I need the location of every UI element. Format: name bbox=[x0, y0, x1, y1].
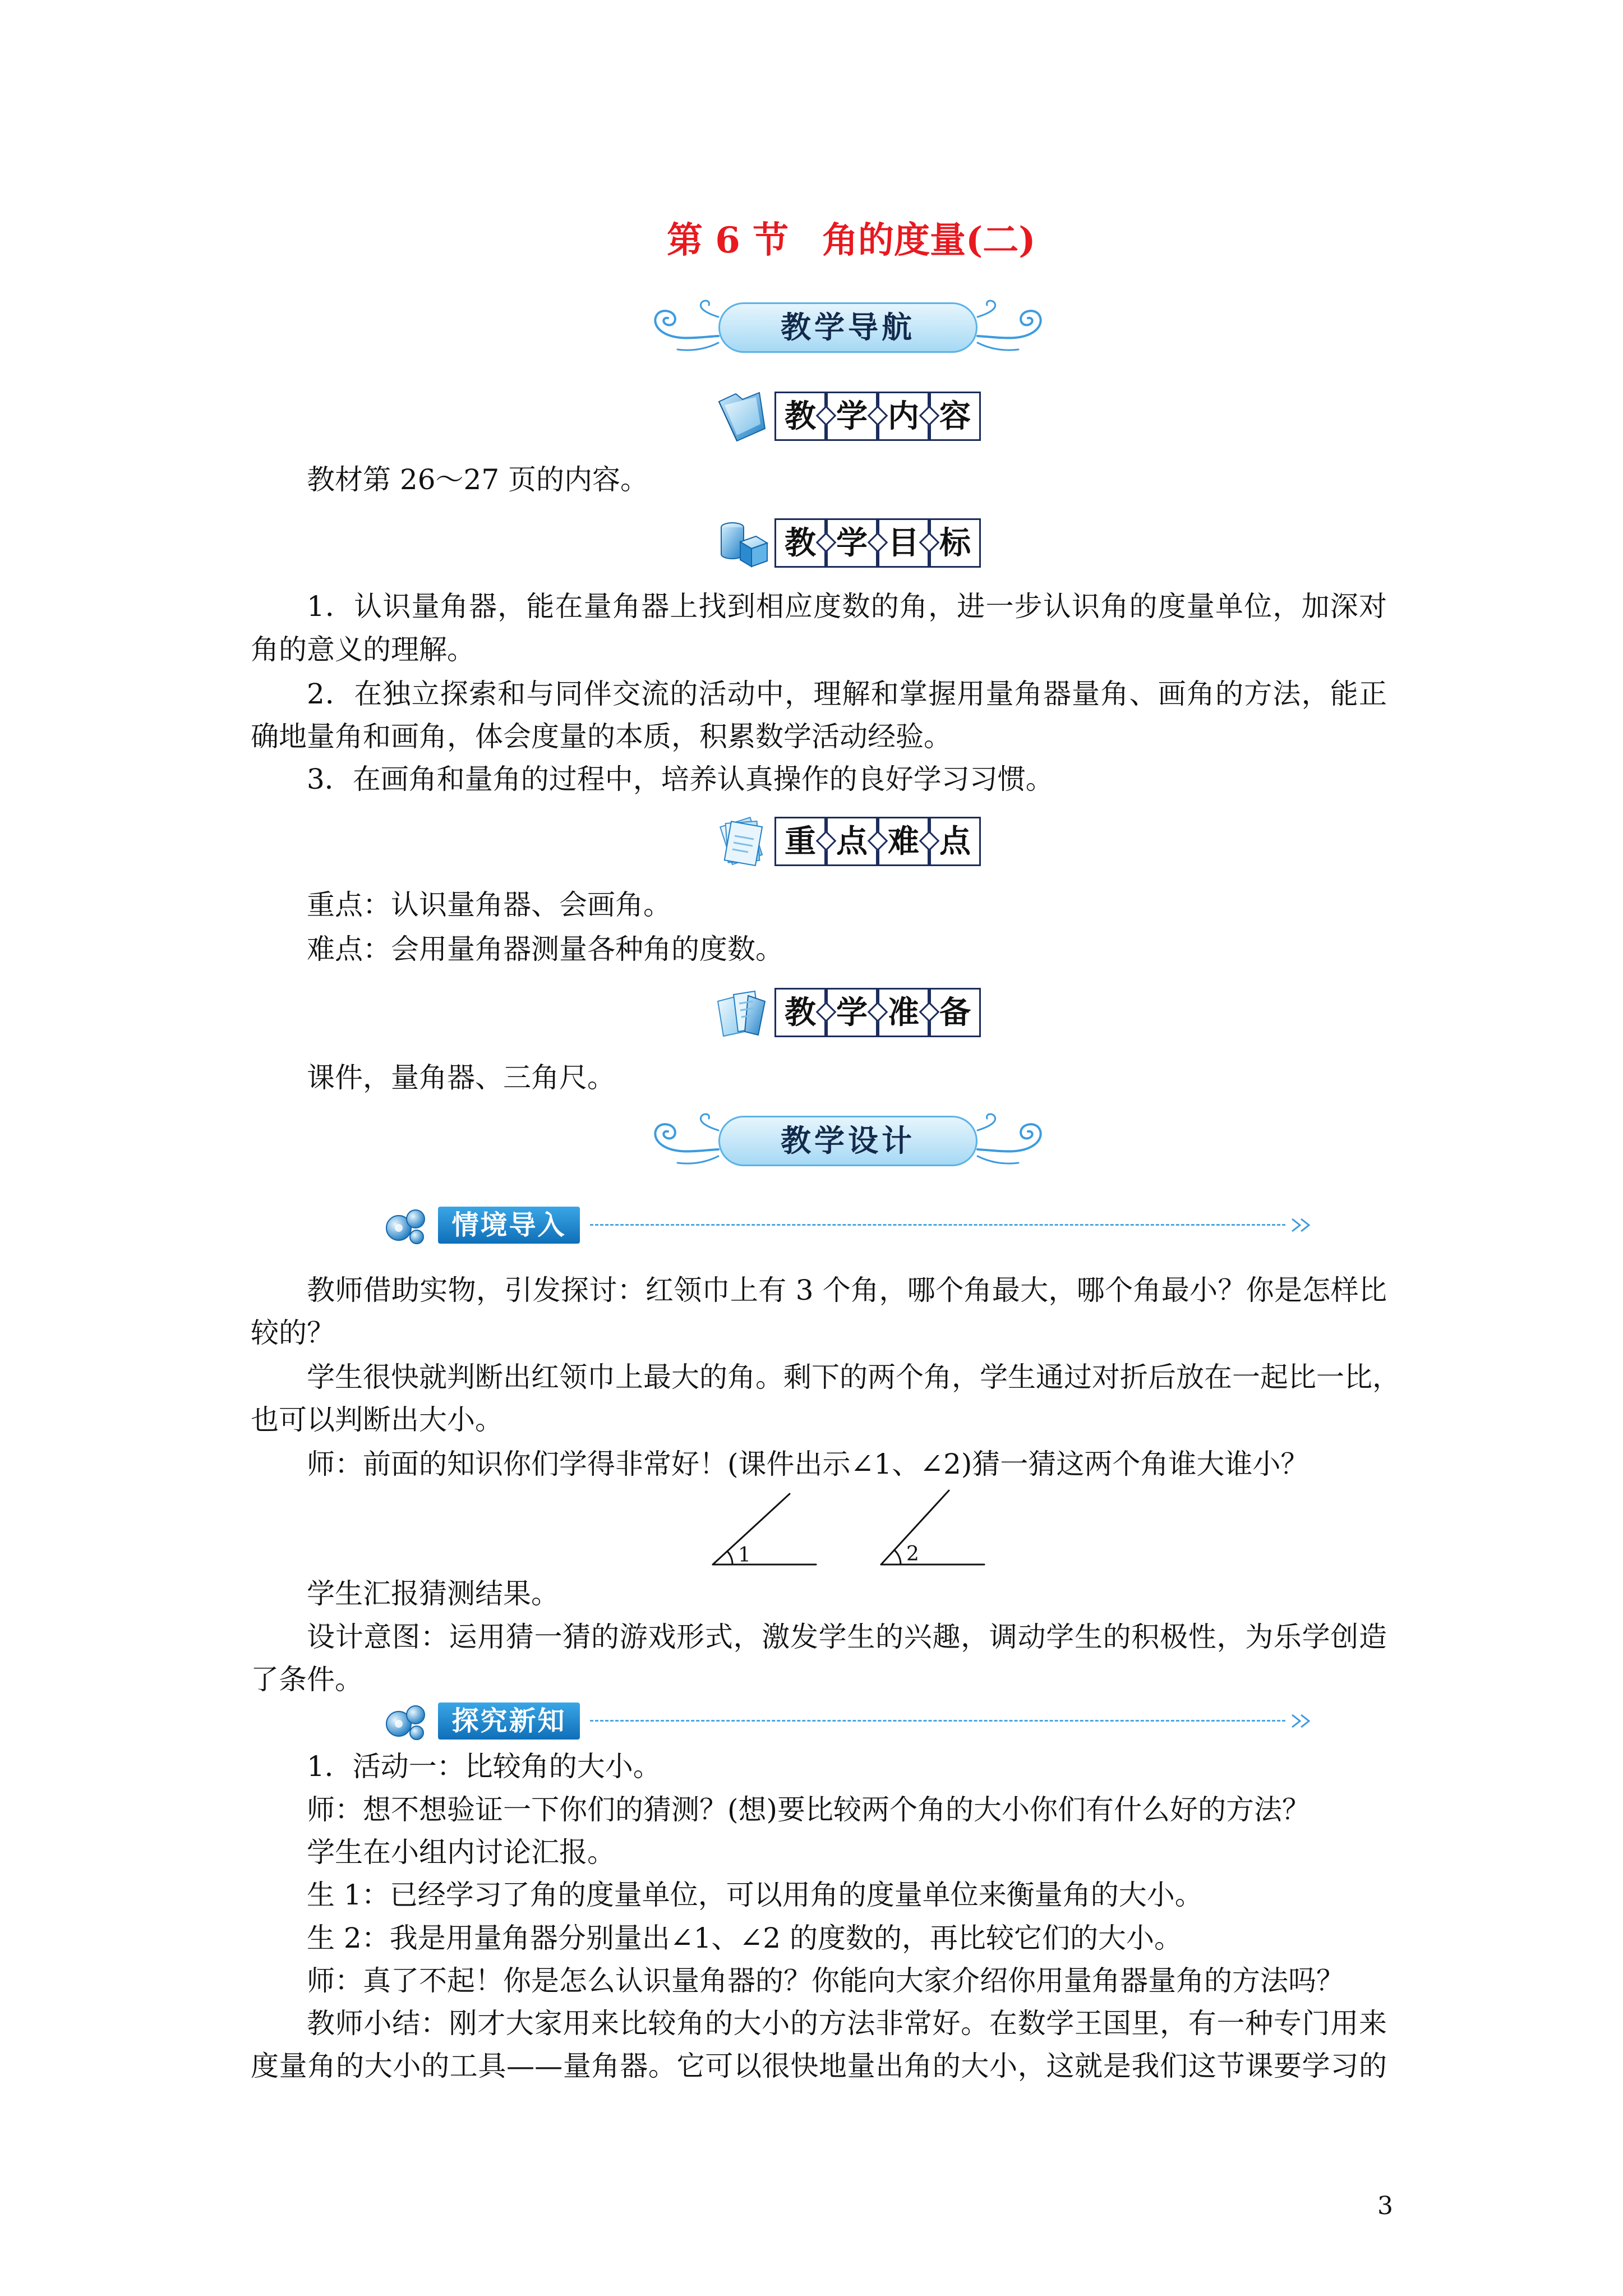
header-char: 教 bbox=[774, 988, 826, 1037]
gear-cluster-icon bbox=[381, 1696, 432, 1746]
difficult-point-text: 难点：会用量角器测量各种角的度数。 bbox=[307, 933, 783, 965]
paragraph-line: 度量角的大小的工具——量角器。它可以很快地量出角的大小，这就是我们这节课要学习的 bbox=[251, 2050, 1387, 2082]
dashed-divider bbox=[590, 1720, 1285, 1722]
header-char: 容 bbox=[929, 392, 981, 441]
documents-icon bbox=[713, 984, 770, 1041]
header-char: 学 bbox=[826, 988, 878, 1037]
angle-2-arc bbox=[895, 1550, 901, 1565]
paragraph-line: 1．活动一：比较角的大小。 bbox=[307, 1750, 661, 1783]
dashed-divider bbox=[590, 1224, 1285, 1226]
section-label: 探究新知 bbox=[438, 1703, 580, 1740]
header-char: 标 bbox=[929, 518, 981, 568]
goal-line: 确地量角和画角，体会度量的本质，积累数学活动经验。 bbox=[251, 720, 952, 753]
paragraph-line: 生 2：我是用量角器分别量出∠1、∠2 的度数的，再比较它们的大小。 bbox=[307, 1922, 1183, 1954]
header-char: 点 bbox=[826, 817, 878, 866]
paragraph-line: 学生汇报猜测结果。 bbox=[307, 1577, 559, 1610]
paragraph-line: 师：真了不起！你是怎么认识量角器的？你能向大家介绍你用量角器量角的方法吗？ bbox=[307, 1964, 1344, 1997]
paragraph-line: 较的？ bbox=[251, 1317, 335, 1349]
header-char: 准 bbox=[878, 988, 929, 1037]
paragraph-line: 教师小结：刚才大家用来比较角的大小的方法非常好。在数学王国里，有一种专门用来 bbox=[307, 2007, 1387, 2040]
goal-line: 2．在独立探索和与同伴交流的活动中，理解和掌握用量角器量角、画角的方法，能正 bbox=[307, 678, 1387, 710]
header-char: 重 bbox=[774, 817, 826, 866]
header-char: 内 bbox=[878, 392, 929, 441]
goal-line: 3．在画角和量角的过程中，培养认真操作的良好学习习惯。 bbox=[307, 763, 1054, 795]
banner-teaching-navigation bbox=[645, 297, 1051, 358]
preparation-text: 课件，量角器、三角尺。 bbox=[307, 1061, 615, 1094]
paragraph-line: 也可以判断出大小。 bbox=[251, 1404, 503, 1436]
header-boxes bbox=[774, 988, 981, 1037]
paragraph-line: 了条件。 bbox=[251, 1663, 363, 1696]
page-title: 角的度量(二) bbox=[822, 219, 1036, 261]
double-chevron-icon bbox=[1290, 1713, 1315, 1729]
angle-1-label: 1 bbox=[738, 1544, 751, 1567]
page-number: 3 bbox=[1377, 2192, 1393, 2220]
header-teaching-content bbox=[713, 388, 988, 444]
folder-icon bbox=[713, 388, 770, 444]
section-label: 情境导入 bbox=[438, 1207, 580, 1244]
paragraph-line: 师：前面的知识你们学得非常好！(课件出示∠1、∠2)猜一猜这两个角谁大谁小？ bbox=[307, 1448, 1309, 1480]
angle-1-arc bbox=[727, 1551, 732, 1565]
header-char: 教 bbox=[774, 518, 826, 568]
gear-cluster-icon bbox=[381, 1200, 432, 1250]
header-char: 备 bbox=[929, 988, 981, 1037]
header-char: 点 bbox=[929, 817, 981, 866]
header-char: 教 bbox=[774, 392, 826, 441]
goal-line: 角的意义的理解。 bbox=[251, 633, 475, 666]
section-number: 第 6 节 bbox=[667, 219, 789, 261]
teaching-content-text: 教材第 26～27 页的内容。 bbox=[307, 463, 649, 496]
header-boxes bbox=[774, 392, 981, 441]
papers-icon bbox=[713, 813, 770, 869]
goal-line: 1．认识量角器，能在量角器上找到相应度数的角，进一步认识角的度量单位，加深对 bbox=[307, 590, 1387, 623]
header-char: 学 bbox=[826, 392, 878, 441]
double-chevron-icon bbox=[1290, 1217, 1315, 1234]
banner-label: 教学设计 bbox=[718, 1116, 978, 1166]
paragraph-line: 生 1：已经学习了角的度量单位，可以用角的度量单位来衡量角的大小。 bbox=[307, 1879, 1203, 1911]
header-key-points bbox=[713, 813, 988, 869]
paragraph-line: 教师借助实物，引发探讨：红领巾上有 3 个角，哪个角最大，哪个角最小？你是怎样比 bbox=[307, 1274, 1387, 1306]
angle-2-label: 2 bbox=[906, 1543, 919, 1566]
section-bar-explore bbox=[381, 1696, 1323, 1746]
header-teaching-preparation bbox=[713, 984, 988, 1041]
paragraph-line: 学生很快就判断出红领巾上最大的角。剩下的两个角，学生通过对折后放在一起比一比， bbox=[307, 1361, 1400, 1393]
paragraph-line: 师：想不想验证一下你们的猜测？(想)要比较两个角的大小你们有什么好的方法？ bbox=[307, 1793, 1311, 1826]
key-point-text: 重点：认识量角器、会画角。 bbox=[307, 889, 671, 921]
shapes-icon bbox=[713, 515, 770, 571]
header-char: 难 bbox=[878, 817, 929, 866]
paragraph-line: 设计意图：运用猜一猜的游戏形式，激发学生的兴趣，调动学生的积极性，为乐学创造 bbox=[307, 1621, 1387, 1653]
header-char: 学 bbox=[826, 518, 878, 568]
banner-label: 教学导航 bbox=[718, 302, 978, 353]
angle-1-ray bbox=[713, 1494, 790, 1565]
header-boxes bbox=[774, 817, 981, 866]
paragraph-line: 学生在小组内讨论汇报。 bbox=[307, 1836, 615, 1869]
header-char: 目 bbox=[878, 518, 929, 568]
angles-figure bbox=[673, 1475, 1009, 1576]
header-teaching-goals bbox=[713, 515, 988, 571]
header-boxes bbox=[774, 518, 981, 568]
section-bar-intro bbox=[381, 1200, 1323, 1250]
banner-teaching-design bbox=[645, 1110, 1051, 1172]
